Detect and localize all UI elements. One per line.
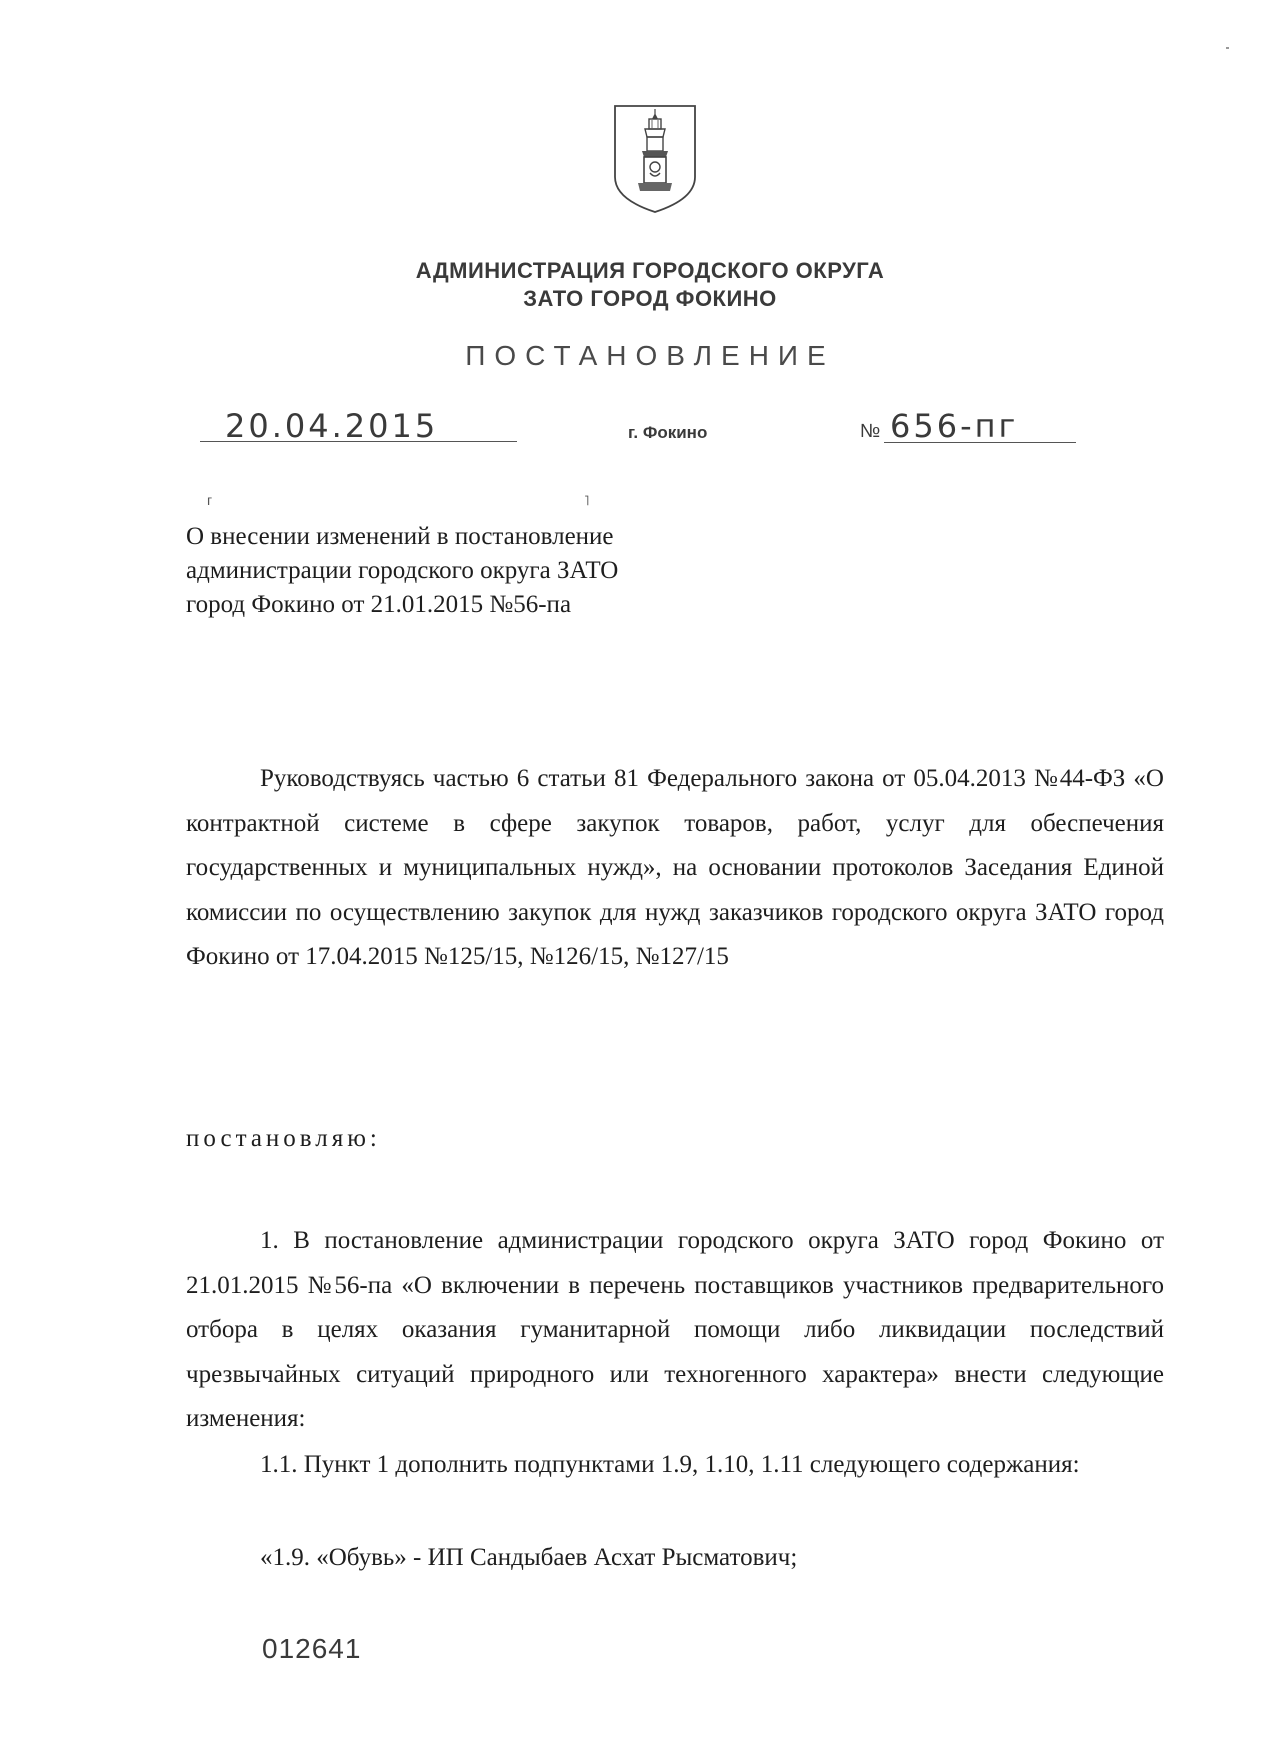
subject-corner-left: г (207, 492, 213, 508)
decree-subject (186, 520, 746, 622)
number-underline (884, 442, 1076, 443)
subject-line-2: администрации городского округа ЗАТО (186, 557, 619, 584)
subject-line-3: город Фокино от 21.01.2015 №56-па (186, 591, 572, 618)
coat-of-arms-icon (612, 103, 698, 215)
org-name-line-1: АДМИНИСТРАЦИЯ ГОРОДСКОГО ОКРУГА (415, 258, 885, 283)
preamble-paragraph: Руководствуясь частью 6 статьи 81 Федерального закона от 05.04.2013 №44-ФЗ «О контрактной системе в сфере закупок товаров, работ, услуг для обеспечения государственных и муниципальных нужд», на основании протоколов Заседания Единой комиссии по осуществлению закупок для нужд заказчиков городского округа ЗАТО город Фокино от 17.04.2015 №125/15, №126/15, №127/15 (186, 765, 1164, 970)
decree-number: 656-пг (890, 407, 1019, 445)
org-name-line-2: ЗАТО ГОРОД ФОКИНО (523, 286, 777, 311)
item-1-paragraph: 1. В постановление администрации городского округа ЗАТО город Фокино от 21.01.2015 №56-па «О включении в перечень поставщиков участников предварительного отбора в целях оказания гуманитарной помощи либо ликвидации последствий чрезвычайных ситуаций природного или техногенного характера» внести следующие изменения: (186, 1227, 1164, 1432)
item-1-9-paragraph: «1.9. «Обувь» - ИП Сандыбаев Асхат Рысматович; (260, 1544, 798, 1571)
date-underline (200, 441, 517, 442)
number-sign: № (860, 421, 881, 442)
city-name: г. Фокино (628, 423, 708, 442)
decree-word: постановляю: (186, 1125, 381, 1152)
subject-line-1: О внесении изменений в постановление (186, 523, 614, 550)
stamp-number: 012641 (262, 1633, 362, 1664)
item-1-1-paragraph: 1.1. Пункт 1 дополнить подпунктами 1.9, 1.10, 1.11 следующего содержания: (260, 1451, 1080, 1478)
decree-date: 20.04.2015 (225, 407, 439, 445)
scan-speck (1226, 47, 1229, 49)
subject-corner-right: ˥ (584, 492, 590, 508)
document-type-title: ПОСТАНОВЛЕНИЕ (465, 340, 835, 371)
